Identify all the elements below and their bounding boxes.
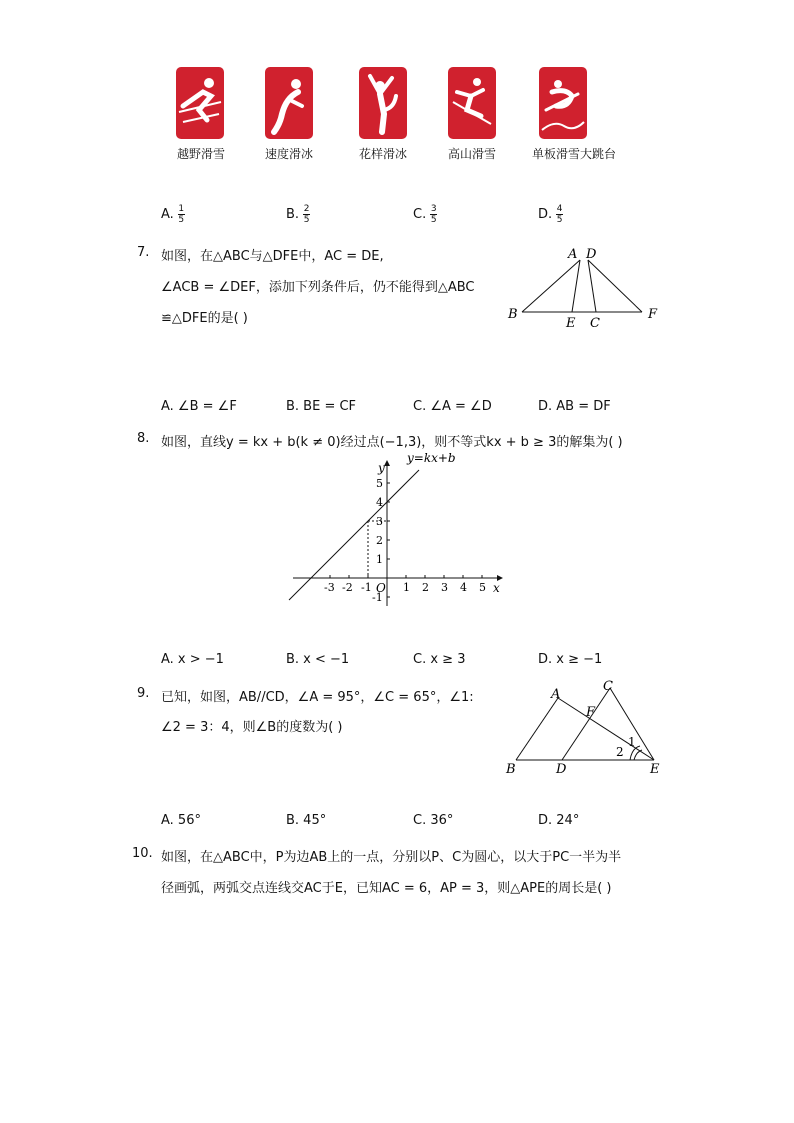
vertex-label: F (586, 705, 596, 720)
y-tick-label: 2 (376, 534, 383, 547)
vertex-label: D (586, 247, 597, 262)
emblem-speed-skating (264, 66, 314, 140)
vertex-label: A (568, 247, 578, 262)
angle-label: 1 (628, 735, 636, 749)
numerator: 1 (178, 204, 185, 214)
question-text: ≌△DFE的是( ) (161, 311, 248, 326)
speed-skating-icon (264, 66, 314, 140)
option-a[interactable]: A. ∠B = ∠F (161, 399, 237, 414)
question-text: ∠2 = 3：4，则∠B的度数为( ) (161, 720, 343, 735)
alpine-skiing-icon (447, 66, 497, 140)
snowboard-big-air-icon (538, 66, 588, 140)
origin-label: O (376, 581, 386, 595)
x-tick-label: 5 (479, 581, 486, 594)
option-letter: B. (286, 207, 300, 222)
question-text: 径画弧，两弧交点连线交AC于E，已知AC = 6，AP = 3，则△APE的周长是( ) (161, 881, 612, 896)
y-tick-label: -1 (372, 591, 383, 604)
x-tick-label: 4 (460, 581, 467, 594)
x-tick-label: -3 (324, 581, 335, 594)
x-tick-label: -2 (342, 581, 353, 594)
vertex-label: F (648, 307, 658, 322)
option-c[interactable]: C. x ≥ 3 (413, 652, 466, 667)
option-c[interactable]: C. ∠A = ∠D (413, 399, 492, 414)
option-c[interactable] (413, 204, 437, 225)
fraction (303, 204, 310, 225)
vertex-label: C (590, 316, 600, 331)
cross-country-skiing-icon (175, 66, 225, 140)
option-c[interactable]: C. 36° (413, 813, 454, 828)
y-tick-label: 3 (376, 515, 383, 528)
vertex-label: E (650, 762, 660, 777)
sport-label: 单板滑雪大跳台 (531, 147, 616, 161)
vertex-label: D (556, 762, 567, 777)
option-d[interactable]: D. x ≥ −1 (538, 652, 603, 667)
denominator: 5 (430, 215, 437, 225)
option-a[interactable]: A. x > −1 (161, 652, 224, 667)
option-letter: C. (413, 207, 427, 222)
coordinate-graph-q8 (285, 448, 510, 608)
option-b[interactable] (286, 204, 310, 225)
y-axis-label: y (378, 461, 385, 475)
y-tick-label: 4 (376, 496, 383, 509)
option-letter: A. (161, 207, 174, 222)
vertex-label: B (506, 762, 516, 777)
x-tick-label: 3 (441, 581, 448, 594)
x-tick-label: 1 (403, 581, 410, 594)
question-number: 10. (132, 846, 153, 861)
numerator: 4 (556, 204, 563, 214)
angle-label: 2 (616, 745, 624, 759)
sport-label: 速度滑冰 (264, 147, 313, 161)
option-b[interactable]: B. x < −1 (286, 652, 350, 667)
emblem-alpine-skiing (447, 66, 497, 140)
triangle-figure-q7 (500, 240, 670, 335)
question-number: 9. (137, 686, 150, 701)
x-tick-label: -1 (361, 581, 372, 594)
y-tick-label: 5 (376, 477, 383, 490)
sport-label: 花样滑冰 (358, 147, 407, 161)
denominator: 5 (303, 215, 310, 225)
question-text: 如图，直线y = kx + b(k ≠ 0)经过点(−1,3)，则不等式kx + b ≥ 3的解集为( ) (161, 435, 623, 450)
question-text: 如图，在△ABC中，P为边AB上的一点，分别以P、C为圆心，以大于PC一半为半 (161, 850, 622, 865)
option-a[interactable]: A. 56° (161, 813, 201, 828)
line-label: y=kx+b (407, 451, 456, 465)
vertex-label: A (551, 687, 561, 702)
question-number: 7. (137, 245, 150, 260)
vertex-label: E (566, 316, 576, 331)
denominator: 5 (556, 215, 563, 225)
emblem-cross-country (175, 66, 225, 140)
sport-label: 高山滑雪 (447, 147, 496, 161)
x-tick-label: 2 (422, 581, 429, 594)
emblem-snowboard (538, 66, 588, 140)
fraction (178, 204, 185, 225)
vertex-label: B (508, 307, 518, 322)
fraction (556, 204, 563, 225)
numerator: 3 (430, 204, 437, 214)
emblem-figure-skating (358, 66, 408, 140)
figure-skating-icon (358, 66, 408, 140)
question-text: ∠ACB = ∠DEF，添加下列条件后，仍不能得到△ABC (161, 280, 475, 295)
option-d[interactable] (538, 204, 563, 225)
sport-label: 越野滑雪 (176, 147, 225, 161)
question-text: 已知，如图，AB//CD，∠A = 95°，∠C = 65°，∠1: (161, 690, 474, 705)
option-letter: D. (538, 207, 553, 222)
function-line (289, 470, 419, 600)
question-number: 8. (137, 431, 150, 446)
option-a[interactable] (161, 204, 185, 225)
denominator: 5 (178, 215, 185, 225)
option-b[interactable]: B. 45° (286, 813, 327, 828)
parallel-figure-q9 (500, 678, 670, 778)
vertex-label: C (603, 679, 613, 694)
question-text: 如图，在△ABC与△DFE中，AC = DE, (161, 249, 384, 264)
option-b[interactable]: B. BE = CF (286, 399, 357, 414)
numerator: 2 (303, 204, 310, 214)
x-axis-label: x (493, 581, 500, 595)
option-d[interactable]: D. 24° (538, 813, 580, 828)
fraction (430, 204, 437, 225)
option-d[interactable]: D. AB = DF (538, 399, 611, 414)
y-tick-label: 1 (376, 553, 383, 566)
